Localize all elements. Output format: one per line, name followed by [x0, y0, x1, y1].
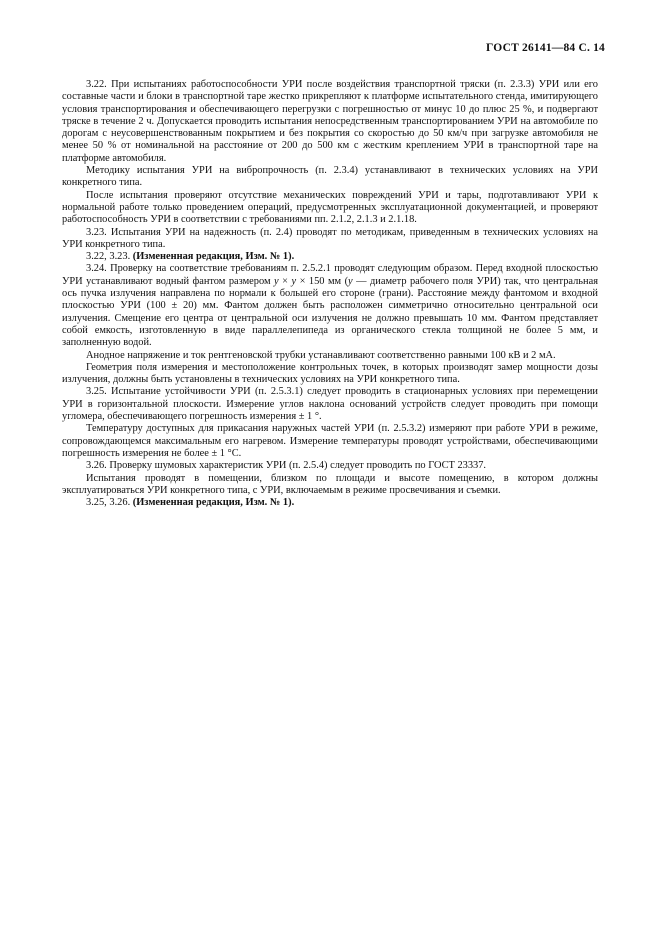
paragraph [62, 251, 598, 263]
paragraph-text: 3.25, 3.26. [86, 497, 133, 509]
paragraph [62, 423, 598, 460]
paragraph [62, 227, 598, 252]
paragraph [62, 497, 598, 509]
paragraph-text: Анодное напряжение и ток рентгеновской трубки устанавливают соответственно равными 100 кВ и 2 мА. [86, 349, 556, 361]
paragraph [62, 460, 598, 472]
page-header: ГОСТ 26141—84 С. 14 [486, 42, 605, 54]
paragraph-text: 3.22. При испытаниях работоспособности УРИ после воздействия транспортной тряски (п. 2.3.3) УРИ или его составные части и блоки в транспортной таре жестко прикрепляют к платформе испытательного стенда, имитирующего условия транспортирования и обеспечивающего перегрузки с погрешностью от минус 10 до плюс 25 %, и подвергают тряске в течение 2 ч. Допускается проводить испытания непосредственным транспортированием УРИ на автомобиле по дорогам с неусовершенствованным покрытием и без покрытия со скоростью до 50 км/ч при загрузке автомобиля не менее 50 % от номинальной на расстояние от 200 до 500 км с жестким креплением УРИ в транспортной таре на платформе автомобиля. [62, 79, 598, 164]
paragraph [62, 362, 598, 387]
paragraph [62, 165, 598, 190]
paragraph-text: 3.25. Испытание устойчивости УРИ (п. 2.5.3.1) следует проводить в стационарных условиях при перемещении УРИ в горизонтальной плоскости. Измерение углов наклона оснований устройств следует проводить при помощи угломера, обеспечивающего погрешность измерения ± 1 °. [62, 386, 598, 423]
amendment-note: (Измененная редакция, Изм. № 1). [132, 497, 295, 509]
paragraph-text: После испытания проверяют отсутствие механических повреждений УРИ и тары, подготавливают УРИ к нормальной работе только проведением операций, предусмотренных эксплуатационной документацией, и проверяют работоспособность УРИ в соответствии с требованиями пп. 2.1.2, 2.1.3 и 2.1.18. [62, 189, 598, 226]
paragraph-text: × [278, 275, 292, 287]
paragraph-text: Температуру доступных для прикасания наружных частей УРИ (п. 2.5.3.2) измеряют при работе УРИ в режиме, сопровождающемся максимальным его нагревом. Измерение температуры проводят устройствами, обеспечивающими погрешность измерения не более ± 1 °С. [62, 423, 598, 459]
amendment-note: (Измененная редакция, Изм. № 1). [132, 251, 295, 263]
paragraph-text: Испытания проводят в помещении, близком по площади и высоте помещению, в котором должны эксплуатироваться УРИ конкретного типа, с УРИ, включаемым в режиме просвечивания и съемки. [62, 472, 598, 496]
paragraph-text: 3.26. Проверку шумовых характеристик УРИ (п. 2.5.4) следует проводить по ГОСТ 23337. [86, 460, 487, 472]
paragraph-text: Методику испытания УРИ на вибропрочность (п. 2.3.4) устанавливают в технических условиях на УРИ конкретного типа. [62, 165, 598, 189]
paragraph [62, 263, 598, 349]
variable: y [291, 275, 297, 287]
paragraph [62, 350, 598, 362]
paragraph-text: 3.23. Испытания УРИ на надежность (п. 2.4) проводят по методикам, приведенным в технических условиях на УРИ конкретного типа. [62, 226, 598, 250]
variable: y [274, 275, 279, 287]
paragraph [62, 190, 598, 227]
paragraph [62, 79, 598, 165]
paragraph-text: × 150 мм ( [296, 275, 349, 287]
paragraph-text: Геометрия поля измерения и местоположение контрольных точек, в которых производят замер мощности дозы излучения, должны быть установлены в технических условиях на УРИ конкретного типа. [62, 361, 598, 386]
paragraph [62, 473, 598, 498]
paragraph-text: 3.24. Проверку на соответствие требованиям п. 2.5.2.1 проводят следующим образом. Перед входной плоскостью УРИ устанавливают водный фантом размером [62, 263, 598, 287]
paragraph [62, 386, 598, 423]
paragraph-text: — диаметр рабочего поля УРИ) так, что центральная ось пучка излучения направлена по нормали к большей его стороне (грани). Расстояние между фантомом и входной плоскостью УРИ (100 ± 20) мм. Фантом должен быть расположен симметрично относительно центральной оси излучения. Смещение его центра от центральной оси излучения не должно превышать 10 мм. Фантом представляет собой емкость, изготовленную в виде параллелепипеда из органического стекла толщиной не более 5 мм, и заполненную водой. [62, 275, 598, 349]
paragraph-text: 3.22, 3.23. [86, 251, 133, 263]
document-body [62, 79, 598, 509]
variable: y [348, 275, 353, 287]
